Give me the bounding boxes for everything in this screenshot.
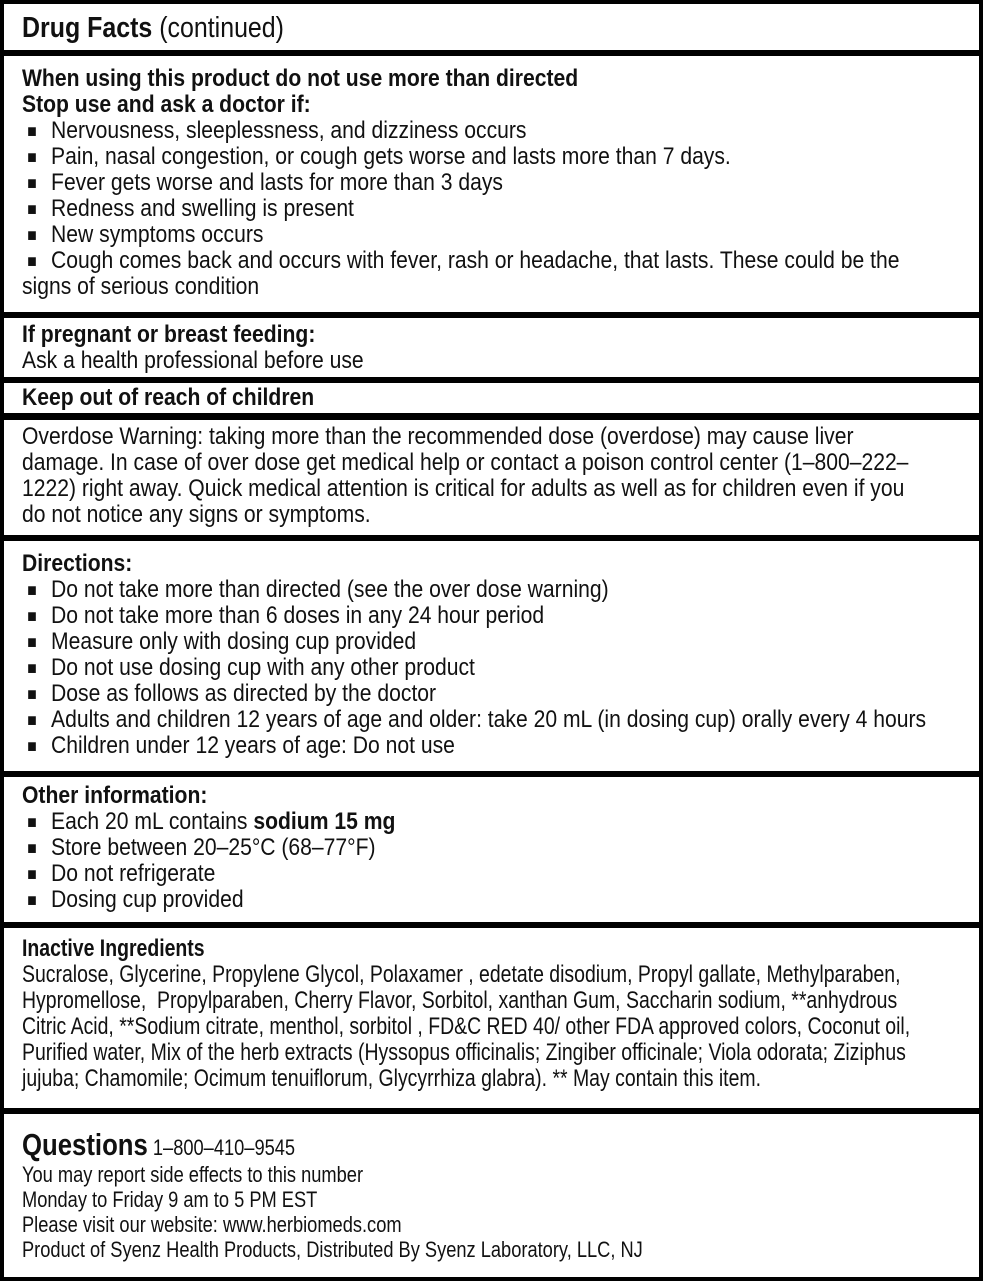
questions-line: Please visit our website: www.herbiomeds.com: [22, 1212, 402, 1237]
inactive-text: Sucralose, Glycerine, Propylene Glycol, Polaxamer , edetate disodium, Propyl gallate, Methylparaben, Hypromellose, Propylparaben, Cherry Flavor, Sorbitol, xanthan Gum, Saccharin sodium, **anhydrous Citric Acid, **Sodium citrate, menthol, sorbitol , FD&C RED 40/ other FDA approved colors, Coconut oil, Purified water, Mix of the herb extracts (Hyssopus officinalis; Zingiber officinale; Viola odorata; Ziziphus jujuba; Chamomile; Ocimum tenuiflorum, Glycyrrhiza glabra). ** May contain this item.: [22, 961, 916, 1092]
list-item: ■ Nervousness, sleeplessness, and dizziness occurs: [27, 117, 527, 144]
list-item: ■ Measure only with dosing cup provided: [27, 628, 417, 655]
bullet-icon: ■: [27, 173, 37, 193]
list-item: ■ Dose as follows as directed by the doctor: [27, 680, 437, 707]
bullet-icon: ■: [27, 147, 37, 167]
header-section: [4, 4, 979, 50]
list-item: ■ Redness and swelling is present: [27, 195, 354, 222]
inactive-heading: Inactive Ingredients: [22, 935, 205, 962]
questions-line: Product of Syenz Health Products, Distributed By Syenz Laboratory, LLC, NJ: [22, 1237, 643, 1262]
page-title: Drug Facts: [22, 12, 153, 44]
bullet-icon: ■: [27, 632, 37, 652]
questions-heading: Questions: [22, 1127, 148, 1162]
directions-section: [4, 541, 979, 771]
bullet-icon: ■: [27, 199, 37, 219]
bullet-icon: ■: [27, 606, 37, 626]
pregnant-text: Ask a health professional before use: [22, 347, 364, 374]
when-using-heading: When using this product do not use more than directed: [22, 65, 579, 92]
bullet-icon: ■: [27, 838, 37, 858]
list-item: ■ Pain, nasal congestion, or cough gets worse and lasts more than 7 days.: [27, 143, 731, 170]
list-item: ■ Cough comes back and occurs with fever, rash or headache, that lasts. These could be the signs of serious condition: [22, 247, 900, 300]
bullet-icon: ■: [27, 710, 37, 730]
list-item: ■ Store between 20–25°C (68–77°F): [27, 834, 376, 861]
list-item: ■ Do not take more than 6 doses in any 24 hour period: [27, 602, 545, 629]
bullet-icon: ■: [27, 890, 37, 910]
list-item: ■ Each 20 mL contains sodium 15 mg: [27, 808, 396, 835]
bullet-icon: ■: [27, 736, 37, 756]
bullet-icon: ■: [27, 251, 37, 271]
warnings-section: [4, 56, 979, 312]
bullet-icon: ■: [27, 580, 37, 600]
bullet-icon: ■: [27, 864, 37, 884]
list-item: ■ Adults and children 12 years of age and older: take 20 mL (in dosing cup) orally every 4 hours: [27, 706, 927, 733]
stop-use-heading: Stop use and ask a doctor if:: [22, 91, 311, 118]
list-item: ■ Dosing cup provided: [27, 886, 244, 913]
questions-section: [4, 1114, 979, 1277]
list-item: ■ Fever gets worse and lasts for more than 3 days: [27, 169, 503, 196]
list-item: ■ New symptoms occurs: [27, 221, 264, 248]
keep-out-section: [4, 383, 979, 413]
bullet-icon: ■: [27, 812, 37, 832]
page-subtitle: (continued): [159, 12, 284, 44]
directions-heading: Directions:: [22, 550, 133, 577]
keep-out-heading: Keep out of reach of children: [22, 384, 315, 411]
bullet-icon: ■: [27, 225, 37, 245]
questions-line: Monday to Friday 9 am to 5 PM EST: [22, 1187, 318, 1212]
bullet-icon: ■: [27, 684, 37, 704]
bullet-icon: ■: [27, 658, 37, 678]
other-info-heading: Other information:: [22, 782, 208, 809]
list-item: ■ Children under 12 years of age: Do not use: [27, 732, 455, 759]
pregnant-heading: If pregnant or breast feeding:: [22, 321, 316, 348]
list-item: ■ Do not use dosing cup with any other product: [27, 654, 475, 681]
bullet-icon: ■: [27, 121, 37, 141]
overdose-section: [4, 420, 979, 535]
inactive-section: [4, 928, 979, 1108]
list-item: ■ Do not take more than directed (see the over dose warning): [27, 576, 609, 603]
overdose-text: Overdose Warning: taking more than the recommended dose (overdose) may cause liver damage. In case of over dose get medical help or contact a poison control center (1–800–222–1222) right away. Quick medical attention is critical for adults as well as for children even if you do not notice any signs or symptoms.: [22, 423, 909, 528]
list-item: ■ Do not refrigerate: [27, 860, 216, 887]
pregnant-section: [4, 318, 979, 377]
questions-line: You may report side effects to this number: [22, 1162, 364, 1187]
other-info-section: [4, 777, 979, 922]
questions-phone: 1–800–410–9545: [152, 1135, 296, 1160]
